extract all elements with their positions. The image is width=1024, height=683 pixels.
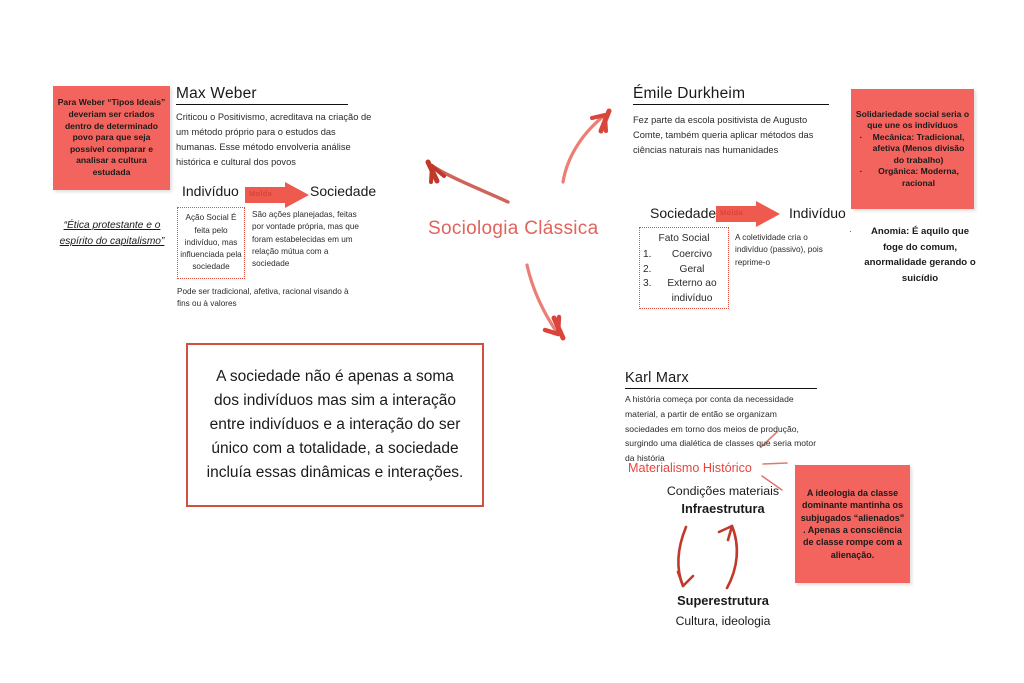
durkheim-heading-rule: [633, 104, 829, 105]
marx-materialismo-text: Materialismo Histórico: [628, 461, 752, 475]
item-number: 2.: [643, 263, 652, 275]
durkheim-molda-arrow: [716, 201, 782, 227]
durkheim-dotted-box: [639, 227, 729, 309]
durkheim-anomia-text: Anomia: É aquilo que foge do comum, anormalidade gerando o suicídio: [864, 226, 976, 284]
marx-heading-rule: [625, 388, 817, 389]
item-number: 1.: [643, 248, 652, 260]
marx-materialismo: [628, 461, 752, 475]
marx-infraestrutura: [625, 501, 821, 516]
bullet-dot-icon: ·: [859, 166, 863, 177]
marx-condicoes: [625, 484, 821, 498]
item-number: 3.: [643, 278, 652, 290]
weber-dotted-box-text: Ação Social É feita pelo indivíduo, mas influenciada pela sociedade: [180, 213, 242, 272]
durkheim-note-bullet-1: [855, 132, 970, 167]
durkheim-note-bullet-1-text: Mecânica: Tradicional, afetiva (Menos divisão do trabalho): [872, 131, 965, 165]
marx-cultura: [625, 614, 821, 628]
arrow-to-durkheim: [563, 111, 609, 182]
item-text: Externo ao indivíduo: [667, 278, 717, 305]
durkheim-right-note: [851, 89, 974, 209]
fato-social-list: [643, 232, 725, 307]
weber-flow-from: Indivíduo: [182, 183, 239, 199]
durkheim-note-bullet-2: [855, 166, 970, 189]
durkheim-flow-to: Indivíduo: [789, 205, 846, 221]
durkheim-anomia: [849, 224, 979, 286]
weber-paragraph: Criticou o Positivismo, acreditava na criação de um método próprio para o estudos das humanas. Esse método envolveria análise histórica e cultural dos povos: [176, 112, 372, 168]
marx-right-note: [795, 465, 910, 583]
weber-heading-rule: [176, 104, 348, 105]
fato-social-title: Fato Social: [658, 233, 710, 244]
marx-superestrutura: [625, 593, 821, 608]
center-title: Sociologia Clássica: [428, 218, 599, 239]
bullet-dot-icon: ·: [859, 131, 863, 142]
molda-arrow-head: [285, 182, 309, 208]
weber-molda-label: Molda: [249, 189, 272, 198]
durkheim-heading: Émile Durkheim: [633, 85, 746, 102]
durkheim-paragraph: Fez parte da escola positivista de Augusto Comte, também queria aplicar métodos das ciências naturais nas humanidades: [633, 115, 814, 156]
weber-footnote: Pode ser tradicional, afetiva, racional visando à fins ou à valores: [177, 287, 349, 309]
fato-social-item: [643, 248, 725, 263]
molda-arrow-head: [756, 201, 780, 227]
center-statement-box: [186, 343, 484, 507]
marx-condicoes-text: Condições materiais: [666, 484, 780, 498]
marx-heading: Karl Marx: [625, 370, 689, 386]
arrow-to-marx: [527, 265, 563, 338]
weber-flow-to: Sociedade: [310, 183, 377, 199]
weber-heading: Max Weber: [176, 85, 257, 102]
center-statement-text: A sociedade não é apenas a soma dos indivíduos mas sim a interação entre indivíduos e a interação do ser único com a totalidade, a sociedade incluía essas dinâmicas e interações.: [206, 367, 464, 482]
durkheim-side-text: A coletividade cria o indivíduo (passivo), pois reprime-o: [735, 233, 823, 267]
marx-cycle-arrows: [678, 526, 737, 588]
weber-left-note-text: Para Weber “Tipos Ideais” deveriam ser criados dentro de determinado povo para que seja possível comparar e analisar a cultura estudada: [57, 97, 166, 177]
durkheim-note-intro: Solidariedade social seria o que une os indivíduos: [855, 108, 970, 131]
arrow-to-weber: [428, 162, 508, 202]
anomia-bullet-icon: ·: [849, 227, 852, 236]
fato-social-item: [643, 263, 725, 278]
weber-molda-arrow: [245, 182, 311, 208]
marx-cultura-text: Cultura, ideologia: [675, 614, 771, 628]
marx-paragraph: A história começa por conta da necessidade material, a partir de então se organizam sociedades em torno dos meios de produção, surgindo uma dialética de classes que seria motor da história: [625, 394, 817, 464]
weber-left-note: [53, 86, 170, 190]
durkheim-note-bullet-2-text: Orgânica: Moderna, racional: [878, 166, 959, 188]
weber-side-text: São ações planejadas, feitas por vontade própria, mas que foram estabelecidas em um relação mútua com a sociedade: [252, 210, 359, 269]
fato-social-item: [643, 277, 725, 307]
marx-right-note-text: A ideologia da classe dominante mantinha os subjugados “alienados” . Apenas a consciência de classe rompe com a alienação.: [800, 487, 905, 560]
weber-dotted-box: [177, 207, 245, 279]
item-text: Coercivo: [671, 248, 713, 260]
weber-quote: [52, 218, 172, 250]
durkheim-flow-from: Sociedade: [650, 205, 717, 221]
item-text: Geral: [679, 263, 705, 275]
marx-infraestrutura-text: Infraestrutura: [681, 501, 765, 516]
marx-superestrutura-text: Superestrutura: [677, 593, 769, 608]
durkheim-molda-label: Molda: [720, 208, 743, 217]
weber-quote-text: “Ética protestante e o espírito do capitalismo”: [59, 220, 165, 247]
